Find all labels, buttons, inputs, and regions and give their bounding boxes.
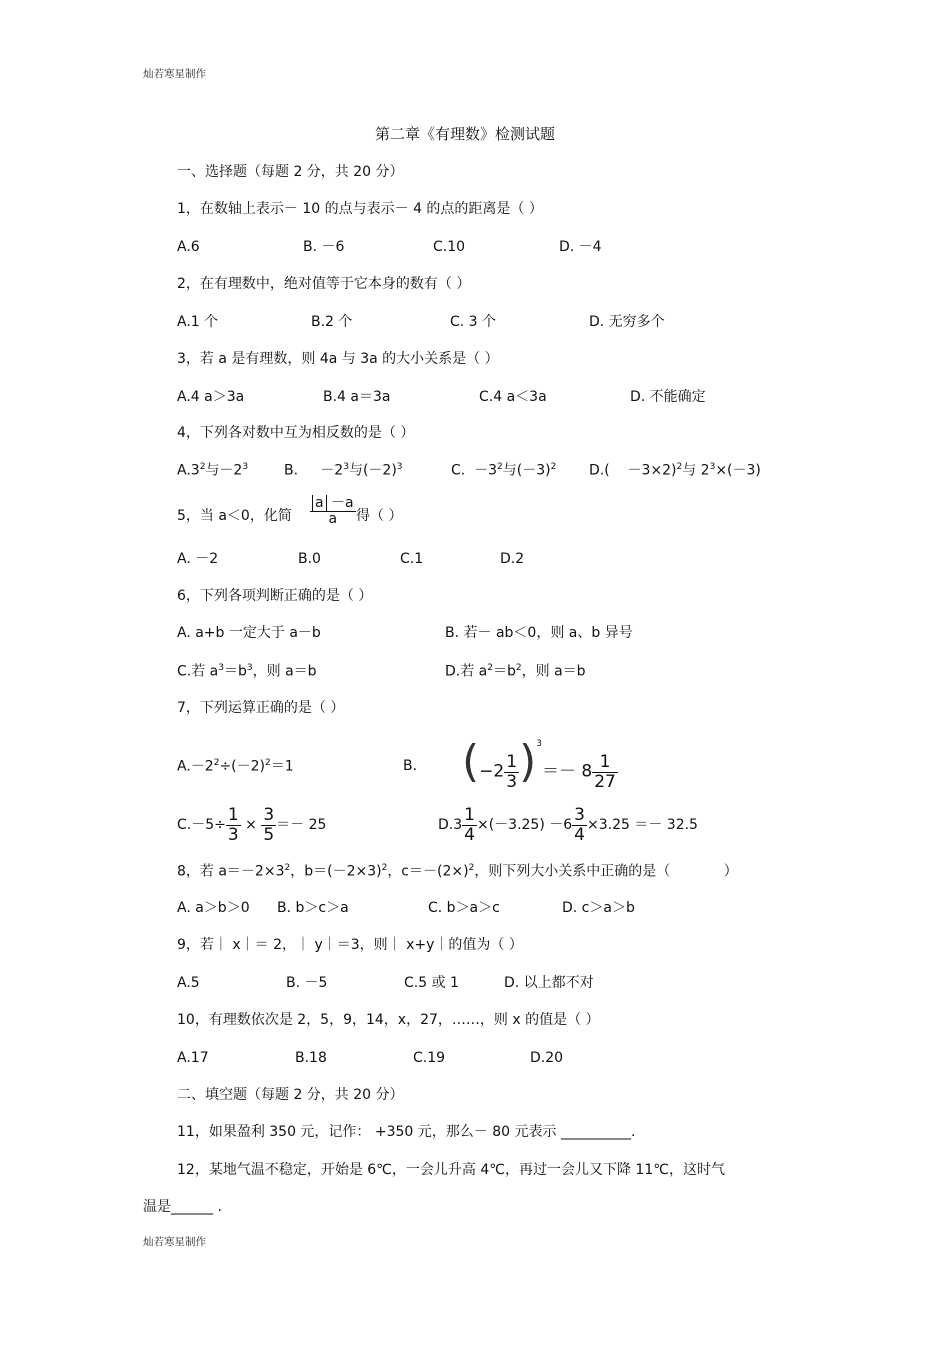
q2-option-a: A.1 个 (177, 314, 219, 330)
question-12-line-2: 温是______ . (143, 1199, 222, 1215)
question-6: 6，下列各项判断正确的是（ ） (177, 588, 373, 604)
page-header: 灿若寒星制作 (143, 68, 206, 80)
q2-option-d: D. 无穷多个 (589, 314, 665, 330)
q5-option-d: D.2 (500, 551, 525, 567)
q4-option-b: B. $-2^3$与$(-2)^3$ (284, 462, 403, 479)
q5-option-a: A. －2 (177, 551, 219, 567)
question-9: 9，若｜ x｜＝ 2，｜ y｜＝3，则｜ x+y｜的值为（ ） (177, 937, 523, 953)
question-7: 7，下列运算正确的是（ ） (177, 700, 345, 716)
q2-option-b: B.2 个 (311, 314, 353, 330)
question-2: 2，在有理数中，绝对值等于它本身的数有（ ） (177, 276, 471, 292)
q9-option-b: B. －5 (286, 975, 328, 991)
section-1-heading: 一、选择题（每题 2 分，共 20 分） (177, 164, 404, 180)
question-8: 8，若 $a=-2\times 3^2$，$b=(-2\times 3)^2$，$c=-(2\times)^2$，则下列大小关系中正确的是（ ） (177, 863, 738, 880)
q5-fraction: $\frac{a -a}{a}$ (310, 496, 356, 528)
q10-option-d: D.20 (530, 1050, 564, 1066)
q7-option-b-expression: (−2 $\frac{1}{3}$ )$^3$＝－ 8 $\frac{1}{27}$ (462, 736, 616, 792)
q7-option-a: $A.-2^2\div(-2)^2=1$ (177, 758, 294, 775)
q7-option-b-label: B. (403, 758, 418, 774)
question-10: 10，有理数依次是 2，5，9，14，x，27，……，则 x 的值是（ ） (177, 1012, 600, 1028)
q8-option-c: C. b＞a＞c (428, 900, 500, 916)
q9-option-a: A.5 (177, 975, 200, 991)
q3-option-b: B.4 a＝3a (323, 389, 391, 405)
q10-option-c: C.19 (413, 1050, 446, 1066)
q3-option-d: D. 不能确定 (630, 389, 706, 405)
q6-option-d: D.若 $a^2=b^2$，则 a＝b (445, 663, 586, 680)
q6-option-b: B. 若－ ab＜0，则 a、b 异号 (445, 625, 633, 641)
q10-option-b: B.18 (295, 1050, 327, 1066)
page-footer: 灿若寒星制作 (143, 1236, 206, 1248)
q3-option-c: C.4 a＜3a (479, 389, 547, 405)
q8-option-a: A. a＞b＞0 (177, 900, 250, 916)
question-3: 3，若 a 是有理数，则 4a 与 3a 的大小关系是（ ） (177, 351, 499, 367)
q6-option-a: A. a+b 一定大于 a－b (177, 625, 321, 641)
q7-option-c: C.－5÷ $\frac{1}{3}$ × $\frac{3}{5}$ ＝－ 25 (177, 805, 327, 845)
q6-option-c: C.若 $a^3=b^3$，则 a＝b (177, 663, 317, 680)
q1-option-d: D. －4 (559, 239, 602, 255)
q4-option-a: $A.3^2$与$-2^3$ (177, 462, 249, 479)
section-2-heading: 二、填空题（每题 2 分，共 20 分） (177, 1087, 404, 1103)
question-4: 4，下列各对数中互为相反数的是（ ） (177, 425, 415, 441)
q1-option-b: B. －6 (303, 239, 345, 255)
question-5-prefix: 5，当 a＜0，化简 (177, 508, 292, 524)
q4-option-d: D.( －3×2)$^2$与 $2^3\times(-3)$ (589, 462, 761, 479)
q8-option-d: D. c＞a＞b (562, 900, 635, 916)
question-1: 1，在数轴上表示－ 10 的点与表示－ 4 的点的距离是（ ） (177, 201, 543, 217)
q5-option-c: C.1 (400, 551, 424, 567)
question-11: 11，如果盈利 350 元，记作： +350 元，那么－ 80 元表示 __________. (177, 1124, 636, 1140)
q2-option-c: C. 3 个 (450, 314, 497, 330)
q9-option-c: C.5 或 1 (404, 975, 459, 991)
q10-option-a: A.17 (177, 1050, 209, 1066)
question-5-suffix: 得（ ） (356, 508, 403, 524)
q3-option-a: A.4 a＞3a (177, 389, 245, 405)
page-title: 第二章《有理数》检测试题 (375, 125, 556, 143)
q4-option-c: C. $-3^2$与$(-3)^2$ (451, 462, 557, 479)
question-12-line-1: 12，某地气温不稳定，开始是 6℃，一会儿升高 4℃，再过一会儿又下降 11℃，这时气 (177, 1162, 725, 1178)
q7-option-d: D.3 $\frac{1}{4}$ ×(－3.25) －6 $\frac{3}{4}$ ×3.25 ＝－ 32.5 (438, 805, 698, 845)
q1-option-c: C.10 (433, 239, 466, 255)
q8-option-b: B. b＞c＞a (277, 900, 349, 916)
q1-option-a: A.6 (177, 239, 200, 255)
q9-option-d: D. 以上都不对 (504, 975, 594, 991)
q5-option-b: B.0 (298, 551, 321, 567)
